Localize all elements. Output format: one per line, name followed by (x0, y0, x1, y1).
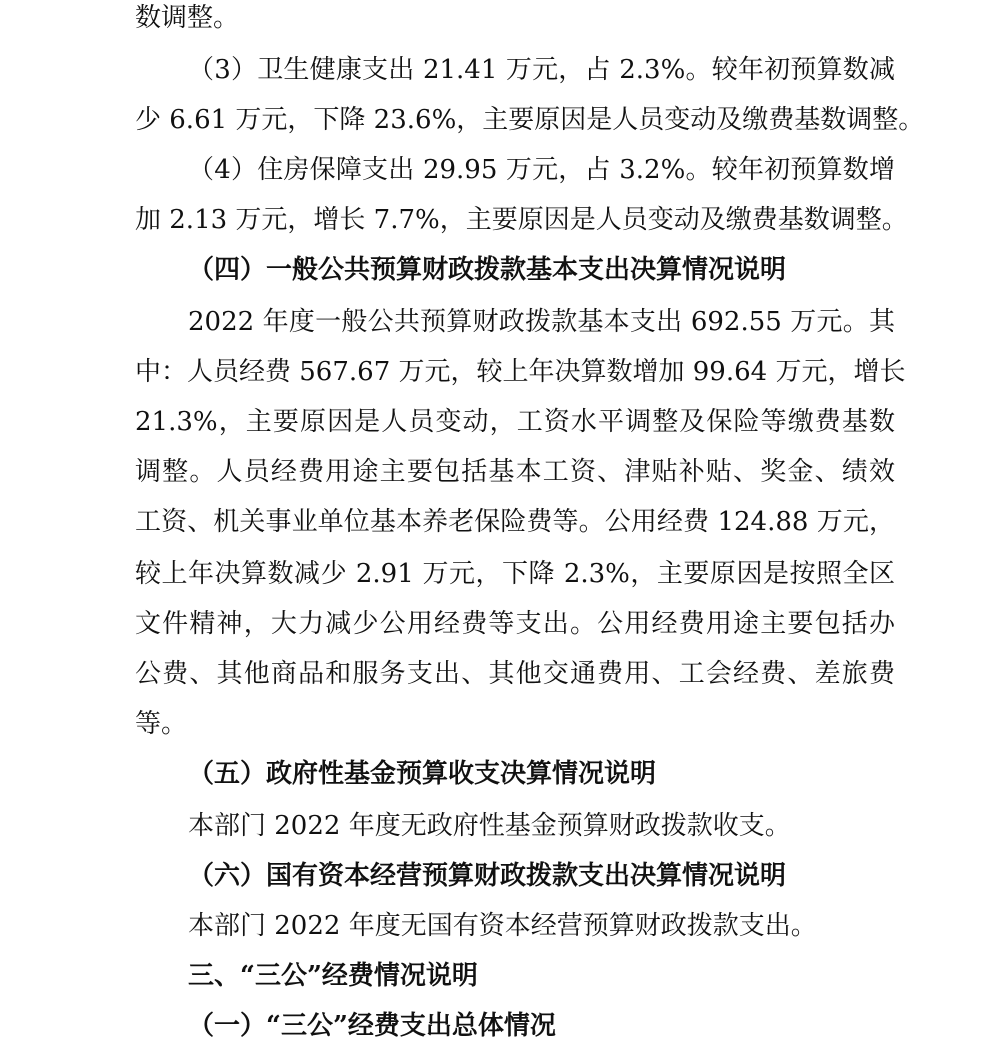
paragraph-line: （3）卫生健康支出 21.41 万元，占 2.3%。较年初预算数减 (188, 55, 895, 85)
paragraph-line: 较上年决算数减少 2.91 万元，下降 2.3%，主要原因是按照全区 (135, 559, 895, 589)
paragraph-line: 本部门 2022 年度无政府性基金预算财政拨款收支。 (188, 811, 791, 841)
paragraph-line: 文件精神，大力减少公用经费等支出。公用经费用途主要包括办 (135, 609, 895, 639)
paragraph-line: 等。 (135, 709, 188, 739)
paragraph-line: 本部门 2022 年度无国有资本经营预算财政拨款支出。 (188, 911, 817, 941)
paragraph-line: 调整。人员经费用途主要包括基本工资、津贴补贴、奖金、绩效 (135, 457, 895, 487)
section-heading: （四）一般公共预算财政拨款基本支出决算情况说明 (188, 255, 787, 285)
section-heading: （五）政府性基金预算收支决算情况说明 (188, 759, 657, 789)
paragraph-line: 公费、其他商品和服务支出、其他交通费用、工会经费、差旅费 (135, 659, 895, 689)
paragraph-line: 数调整。 (135, 3, 240, 33)
paragraph-line: 2022 年度一般公共预算财政拨款基本支出 692.55 万元。其 (188, 307, 895, 337)
paragraph-line: 加 2.13 万元，增长 7.7%，主要原因是人员变动及缴费基数调整。 (135, 205, 908, 235)
section-heading: （一）“三公”经费支出总体情况 (188, 1011, 556, 1041)
chapter-heading: 三、“三公”经费情况说明 (188, 961, 478, 991)
paragraph-line: 中：人员经费 567.67 万元，较上年决算数增加 99.64 万元，增长 (135, 357, 906, 387)
paragraph-line: 工资、机关事业单位基本养老保险费等。公用经费 124.88 万元， (135, 507, 895, 537)
paragraph-line: 21.3%，主要原因是人员变动，工资水平调整及保险等缴费基数 (135, 407, 895, 437)
paragraph-line: （4）住房保障支出 29.95 万元，占 3.2%。较年初预算数增 (188, 155, 895, 185)
section-heading: （六）国有资本经营预算财政拨款支出决算情况说明 (188, 861, 787, 891)
paragraph-line: 少 6.61 万元，下降 23.6%，主要原因是人员变动及缴费基数调整。 (135, 105, 925, 135)
